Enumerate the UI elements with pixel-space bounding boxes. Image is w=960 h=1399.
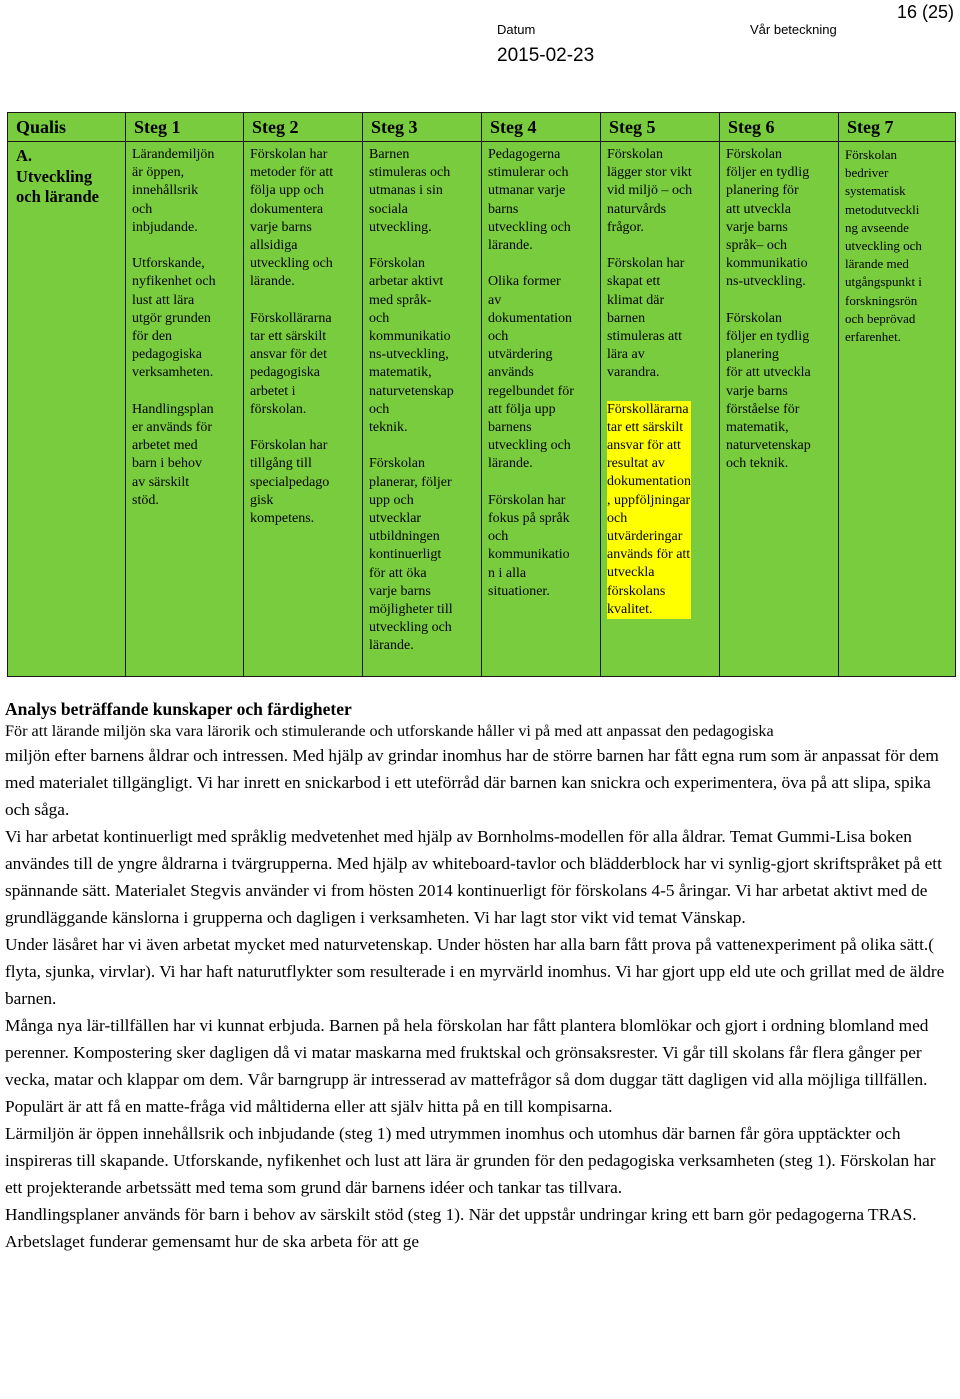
header-steg-7: Steg 7 bbox=[839, 113, 956, 142]
header-steg-6: Steg 6 bbox=[720, 113, 839, 142]
analysis-paragraph-4: Många nya lär-tillfällen har vi kunnat erbjuda. Barnen på hela förskolan har fått plantera blomlökar och gjort i ordning blomland med perenner. Kompostering sker dagligen då vi matar maskarna med fruktskal och grönsaksrester. Vi går till skolans får flera gånger per vecka, matar och klappar om dem. Vår barngrupp är intresserad av mattefrågor så dom duggar tätt dagligen vid alla möjliga tillfällen. Populärt är att få en matte-fråga vid måltiderna eller att själv hitta på en till kompisarna. bbox=[5, 1016, 929, 1116]
header-steg-1: Steg 1 bbox=[126, 113, 244, 142]
qualis-table bbox=[7, 112, 956, 677]
analysis-paragraph-5: Lärmiljön är öppen innehållsrik och inbjudande (steg 1) med utrymmen inomhus och utomhus där barnen får göra upptäckter och inspireras till skapande. Utforskande, nyfikenhet och lust att lära är grunden för den pedagogiska verksamheten (steg 1). Förskolan har ett projekterande arbetssätt med tema som grund där barnens idéer och tankar tas tillvara. bbox=[5, 1124, 936, 1197]
table-header-row bbox=[8, 113, 956, 142]
row-label-text: A. Utveckling och lärande bbox=[16, 146, 99, 206]
cell-steg-5 bbox=[601, 142, 720, 677]
cell-steg-7 bbox=[839, 142, 956, 677]
cell-steg-6-text: Förskolan följer en tydlig planering för att utveckla varje barns språk– och kommunikatio ns-utveckling. Förskolan följer en tydlig planering för att utveckla varje barns förståelse för matematik, naturvetenskap och teknik. bbox=[726, 147, 811, 472]
date-value: 2015-02-23 bbox=[497, 45, 595, 66]
table-row bbox=[8, 142, 956, 677]
cell-steg-4 bbox=[482, 142, 601, 677]
analysis-paragraph-2: Vi har arbetat kontinuerligt med språklig medvetenhet med hjälp av Bornholms-modellen för alla åldrar. Temat Gummi-Lisa boken användes till de yngre åldrarna i tvärgrupperna. Med hjälp av whiteboard-tavlor och blädderblock har vi synlig-gjort skriftspråket på ett spännande sätt. Materialet Stegvis använder vi from hösten 2014 kontinuerligt för förskolans 4-5 åringar. Vi har arbetat aktivt med de grundläggande känslorna i grupperna och dagligen i verksamheten. Vi har lagt stor vikt vid temat Vänskap. bbox=[5, 827, 942, 927]
header-qualis: Qualis bbox=[8, 113, 126, 142]
analysis-paragraph-3: Under läsåret har vi även arbetat mycket med naturvetenskap. Under hösten har alla barn fått prova på vattenexperiment på olika sätt.( flyta, sjunka, virvlar). Vi har haft naturutflykter som resulterade i en myrvärld inomhus. Vi har gjort upp eld ute och grillat med de äldre barnen. bbox=[5, 935, 945, 1008]
cell-steg-1-text: Lärandemiljön är öppen, innehållsrik och inbjudande. Utforskande, nyfikenhet och lust att lära utgör grunden för den pedagogiska verksamheten. Handlingsplan er används för arbetet med barn i behov av särskilt stöd. bbox=[132, 147, 216, 508]
cell-steg-5-text: Förskolan lägger stor vikt vid miljö – och naturvårds frågor. Förskolan har skapat ett klimat där barnen stimuleras att lära av varandra. bbox=[607, 147, 693, 381]
row-label-utveckling bbox=[8, 142, 126, 677]
date-label: Datum bbox=[497, 22, 536, 37]
cell-steg-6 bbox=[720, 142, 839, 677]
analysis-heading: Analys beträffande kunskaper och färdigheter bbox=[5, 699, 352, 719]
reference-label: Vår beteckning bbox=[750, 22, 837, 37]
analysis-section bbox=[5, 698, 955, 1255]
page-number: 16 (25) bbox=[896, 2, 954, 22]
cell-steg-4-text: Pedagogerna stimulerar och utmanar varje barns utveckling och lärande. Olika former av dokumentation och utvärdering används regelbundet för att följa upp barnens utveckling och lärande. Förskolan har fokus på språk och kommunikatio n i alla situationer. bbox=[488, 147, 574, 599]
header-steg-3: Steg 3 bbox=[363, 113, 482, 142]
cell-steg-1 bbox=[126, 142, 244, 677]
analysis-paragraph-1: miljön efter barnens åldrar och intressen. Med hjälp av grindar inomhus har de större barnen har fått egna rum som är anpassat för dem med materialet tillgängligt. Vi har inrett en snickarbod i ett uteförråd där barnen kan snickra och experimentera, öva på att slipa, spika och såga. bbox=[5, 746, 939, 819]
header-steg-4: Steg 4 bbox=[482, 113, 601, 142]
header-steg-5: Steg 5 bbox=[601, 113, 720, 142]
cell-steg-2 bbox=[244, 142, 363, 677]
header-steg-2: Steg 2 bbox=[244, 113, 363, 142]
analysis-intro: För att lärande miljön ska vara lärorik och stimulerande och utforskande håller vi på med att anpassat den pedagogiska bbox=[5, 722, 774, 740]
cell-steg-5-highlight: Förskollärarna tar ett särskilt ansvar för att resultat av dokumentation , uppföljningar och utvärderingar används för att utveckla förskolans kvalitet. bbox=[607, 401, 691, 619]
cell-steg-7-text: Förskolan bedriver systematisk metodutveckli ng avseende utveckling och lärande med utgångspunkt i forskningsrön och beprövad erfarenhet. bbox=[845, 147, 922, 345]
document-header bbox=[0, 0, 960, 110]
analysis-paragraph-6: Handlingsplaner används för barn i behov av särskilt stöd (steg 1). När det uppstår undringar kring ett barn gör pedagogerna TRAS. Arbetslaget funderar gemensamt hur de ska arbeta för att ge bbox=[5, 1205, 917, 1251]
cell-steg-3 bbox=[363, 142, 482, 677]
cell-steg-2-text: Förskolan har metoder för att följa upp och dokumentera varje barns allsidiga utveckling och lärande. Förskollärarna tar ett särskilt ansvar för det pedagogiska arbetet i förskolan. Förskolan har tillgång till specialpedago gisk kompetens. bbox=[250, 147, 334, 527]
cell-steg-3-text: Barnen stimuleras och utmanas i sin sociala utveckling. Förskolan arbetar aktivt med språk- och kommunikatio ns-utveckling, matematik, naturvetenskap och teknik. Förskolan planerar, följer upp och utvecklar utbildningen kontinuerligt för att öka varje barns möjligheter till utveckling och lärande. bbox=[369, 147, 454, 654]
